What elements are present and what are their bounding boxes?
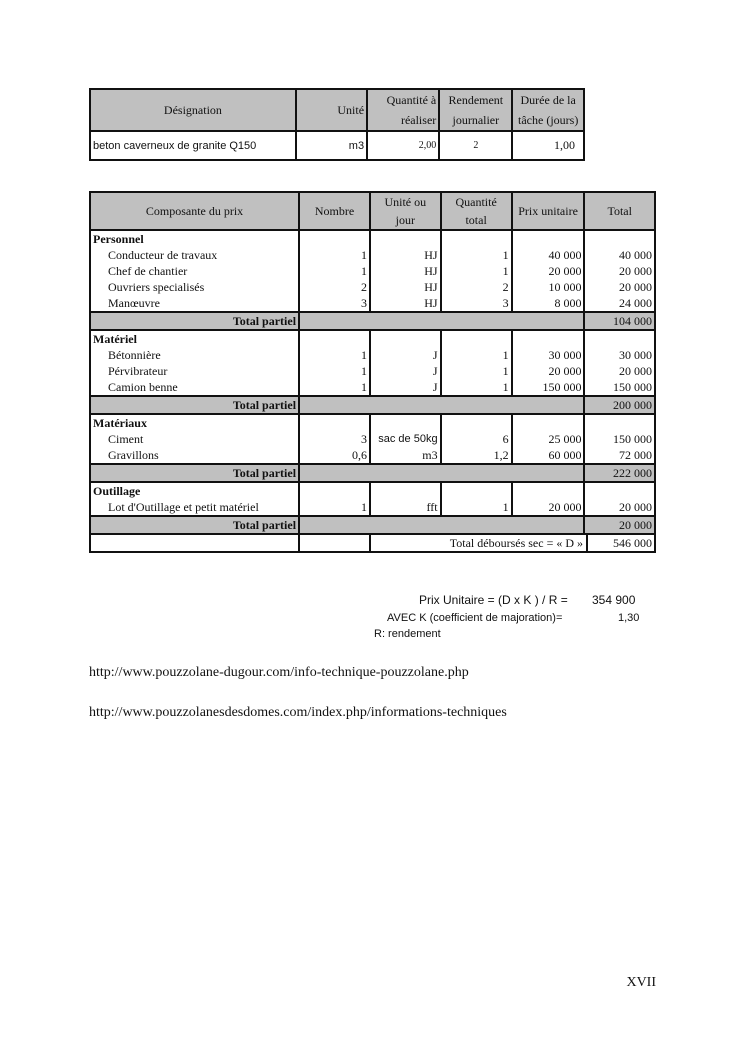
row-unite: fft	[370, 499, 441, 516]
section-personnel	[90, 230, 655, 247]
row-label: Ouvriers specialisés	[90, 279, 299, 295]
subtotal-row-outillage	[90, 516, 655, 534]
row-nombre: 1	[299, 499, 370, 516]
row-label: Manœuvre	[90, 295, 299, 312]
unit-price-value: 354 900	[592, 593, 636, 607]
row-nombre: 1	[299, 379, 370, 396]
table-row	[90, 379, 655, 396]
row-quantite: 1	[441, 499, 512, 516]
row-nombre: 1	[299, 263, 370, 279]
col-quantite-l2: réaliser	[400, 113, 437, 127]
row-total: 72 000	[584, 447, 655, 464]
row-label: Ciment	[90, 431, 299, 447]
row-label: Bétonnière	[90, 347, 299, 363]
row-prix: 8 000	[512, 295, 585, 312]
row-unite: J	[370, 379, 441, 396]
task-duree: 1,00	[512, 131, 584, 160]
row-prix: 30 000	[512, 347, 585, 363]
col-quantite-total	[441, 192, 512, 230]
price-breakdown-table	[89, 191, 656, 553]
row-nombre: 0,6	[299, 447, 370, 464]
col-duree-l1: Durée de la	[520, 93, 576, 107]
reference-link-1[interactable]: http://www.pouzzolane-dugour.com/info-technique-pouzzolane.php	[89, 665, 469, 680]
table-row	[90, 247, 655, 263]
row-prix: 25 000	[512, 431, 585, 447]
col-duree	[512, 89, 584, 131]
row-total: 20 000	[584, 263, 655, 279]
col-designation: Désignation	[90, 89, 296, 131]
col-composante: Composante du prix	[90, 192, 299, 230]
task-table-header	[90, 89, 584, 131]
price-table-header	[90, 192, 655, 230]
subtotal-row-materiaux	[90, 464, 655, 482]
task-row	[90, 131, 584, 160]
row-quantite: 1	[441, 263, 512, 279]
task-unite: m3	[296, 131, 367, 160]
task-quantite: 2,00	[367, 131, 439, 160]
col-qt-l1: Quantité	[455, 195, 497, 209]
section-outillage	[90, 482, 655, 499]
subtotal-value: 200 000	[584, 396, 655, 414]
formula-label: Prix Unitaire = (D x K ) / R =	[419, 593, 568, 607]
grand-total-row	[90, 534, 655, 552]
row-total: 150 000	[584, 431, 655, 447]
row-nombre: 1	[299, 363, 370, 379]
row-quantite: 3	[441, 295, 512, 312]
row-total: 20 000	[584, 363, 655, 379]
col-rendement-l2: journalier	[452, 113, 500, 127]
row-total: 150 000	[584, 379, 655, 396]
row-unite: sac de 50kg	[370, 431, 441, 447]
row-total: 24 000	[584, 295, 655, 312]
grand-total-value: 546 000	[586, 535, 654, 551]
row-quantite: 1,2	[441, 447, 512, 464]
row-total: 40 000	[584, 247, 655, 263]
col-quantite-l1: Quantité à	[386, 93, 437, 107]
task-rendement: 2	[439, 131, 512, 160]
row-total: 30 000	[584, 347, 655, 363]
subtotal-row-materiel	[90, 396, 655, 414]
row-label: Pérvibrateur	[90, 363, 299, 379]
table-row	[90, 447, 655, 464]
row-nombre: 3	[299, 295, 370, 312]
k-coefficient-value: 1,30	[618, 612, 640, 624]
task-designation: beton caverneux de granite Q150	[90, 131, 296, 160]
section-title: Matériaux	[90, 414, 299, 431]
col-unite: Unité	[296, 89, 367, 131]
subtotal-value: 104 000	[584, 312, 655, 330]
row-nombre: 1	[299, 347, 370, 363]
subtotal-label: Total partiel	[90, 516, 299, 534]
table-row	[90, 499, 655, 516]
row-quantite: 1	[441, 347, 512, 363]
row-unite: HJ	[370, 263, 441, 279]
row-quantite: 6	[441, 431, 512, 447]
table-row	[90, 279, 655, 295]
col-unite-jour	[370, 192, 441, 230]
row-quantite: 1	[441, 363, 512, 379]
row-unite: m3	[370, 447, 441, 464]
row-label: Chef de chantier	[90, 263, 299, 279]
row-total: 20 000	[584, 279, 655, 295]
col-nombre: Nombre	[299, 192, 370, 230]
section-materiel	[90, 330, 655, 347]
section-materiaux	[90, 414, 655, 431]
row-prix: 20 000	[512, 363, 585, 379]
row-prix: 150 000	[512, 379, 585, 396]
k-coefficient-label: AVEC K (coefficient de majoration)=	[387, 612, 563, 624]
col-qt-l2: total	[465, 213, 487, 227]
row-prix: 10 000	[512, 279, 585, 295]
unit-price-formula	[419, 593, 568, 607]
subtotal-label: Total partiel	[90, 396, 299, 414]
row-unite: HJ	[370, 247, 441, 263]
table-row	[90, 263, 655, 279]
row-nombre: 1	[299, 247, 370, 263]
row-unite: HJ	[370, 279, 441, 295]
row-nombre: 2	[299, 279, 370, 295]
rendement-note: R: rendement	[374, 628, 441, 640]
row-prix: 20 000	[512, 499, 585, 516]
table-row	[90, 431, 655, 447]
row-unite: J	[370, 363, 441, 379]
grand-total-label: Total déboursés sec = « D »	[449, 536, 583, 550]
table-row	[90, 295, 655, 312]
row-quantite: 2	[441, 279, 512, 295]
row-prix: 40 000	[512, 247, 585, 263]
subtotal-row-personnel	[90, 312, 655, 330]
col-quantite	[367, 89, 439, 131]
subtotal-label: Total partiel	[90, 464, 299, 482]
page-number: XVII	[626, 975, 656, 990]
subtotal-label: Total partiel	[90, 312, 299, 330]
col-prix-unitaire: Prix unitaire	[512, 192, 585, 230]
col-unite-l2: jour	[395, 213, 415, 227]
row-quantite: 1	[441, 379, 512, 396]
col-total: Total	[584, 192, 655, 230]
row-total: 20 000	[584, 499, 655, 516]
row-prix: 60 000	[512, 447, 585, 464]
subtotal-value: 222 000	[584, 464, 655, 482]
row-label: Conducteur de travaux	[90, 247, 299, 263]
task-table	[89, 88, 585, 161]
row-nombre: 3	[299, 431, 370, 447]
row-unite: J	[370, 347, 441, 363]
row-label: Lot d'Outillage et petit matériel	[90, 499, 299, 516]
row-unite: HJ	[370, 295, 441, 312]
subtotal-value: 20 000	[584, 516, 655, 534]
row-label: Gravillons	[90, 447, 299, 464]
col-duree-l2: tâche (jours)	[518, 113, 579, 127]
section-title: Matériel	[90, 330, 299, 347]
section-title: Outillage	[90, 482, 299, 499]
table-row	[90, 363, 655, 379]
row-quantite: 1	[441, 247, 512, 263]
row-label: Camion benne	[90, 379, 299, 396]
row-prix: 20 000	[512, 263, 585, 279]
col-unite-l1: Unité ou	[384, 195, 427, 209]
col-rendement-l1: Rendement	[448, 93, 504, 107]
reference-link-2[interactable]: http://www.pouzzolanesdesdomes.com/index.php/informations-techniques	[89, 705, 507, 720]
section-title: Personnel	[90, 230, 299, 247]
table-row	[90, 347, 655, 363]
col-rendement	[439, 89, 512, 131]
